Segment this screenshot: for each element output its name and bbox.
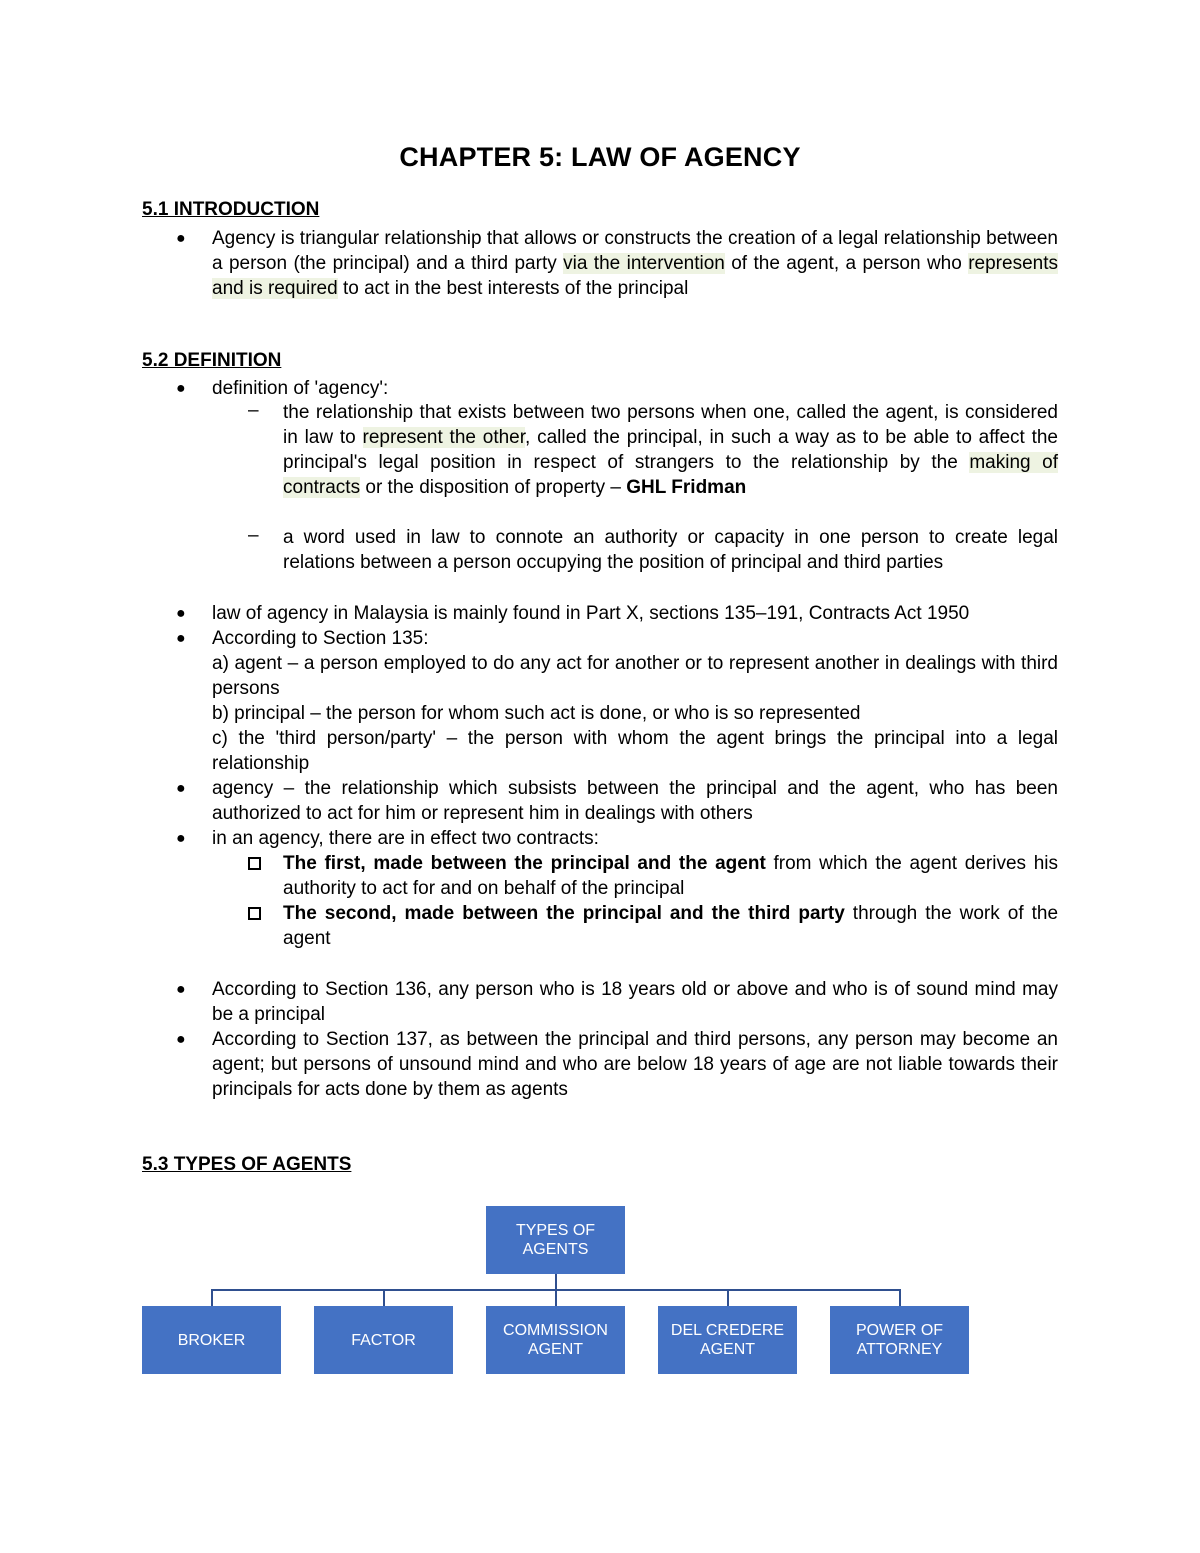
definition-authority: a word used in law to connote an authority or capacity in one person to create legal relations between a person occupying the position of principal and third parties <box>283 527 1058 573</box>
highlight: making of contracts <box>283 452 1059 498</box>
diagram-node-factor: FACTOR <box>314 1306 453 1374</box>
bullet-icon: ● <box>176 605 186 622</box>
diagram-node-del-credere-agent: DEL CREDERE AGENT <box>658 1306 797 1374</box>
page-title: CHAPTER 5: LAW OF AGENCY <box>399 142 801 172</box>
first-contract: The first, made between the principal and the agent from which the agent derives his authority to act for and on behalf of the principal <box>283 853 1059 899</box>
diagram-root-node: TYPES OF AGENTS <box>486 1206 625 1274</box>
section-136: According to Section 136, any person who is 18 years old or above and who is of sound mind may be a principal <box>212 979 1058 1025</box>
definition-intro: definition of 'agency': <box>212 378 389 399</box>
dash-icon: – <box>248 400 259 421</box>
connector-line <box>211 1289 213 1306</box>
dash-icon: – <box>248 525 259 546</box>
section-heading-types: 5.3 TYPES OF AGENTS <box>142 1154 352 1175</box>
connector-line <box>555 1274 557 1290</box>
bullet-icon: ● <box>176 981 186 998</box>
connector-line <box>727 1289 729 1306</box>
agency-relationship: agency – the relationship which subsists between the principal and the agent, who has been authorized to act for him or represent him in dealings with others <box>212 778 1058 824</box>
two-contracts: in an agency, there are in effect two contracts: <box>212 828 599 849</box>
connector-line <box>555 1289 557 1306</box>
second-contract: The second, made between the principal and the third party through the work of the agent <box>283 903 1059 949</box>
connector-line <box>383 1289 385 1306</box>
section-heading-introduction: 5.1 INTRODUCTION <box>142 199 320 220</box>
intro-paragraph: Agency is triangular relationship that allows or constructs the creation of a legal relationship between a person (the principal) and a third party via the intervention of the agent, a person who represents and is required to act in the best interests of the principal <box>212 228 1058 299</box>
section-135-agent: a) agent – a person employed to do any act for another or to represent another in dealings with third persons <box>212 653 1058 699</box>
definition-fridman: the relationship that exists between two persons when one, called the agent, is considered in law to represent the other, called the principal, in such a way as to be able to affect the principal's legal position in respect of strangers to the relationship by the making of contracts or the disposition of property – GHL Fridman <box>283 402 1059 498</box>
highlight: represent the other <box>362 427 526 448</box>
bullet-icon: ● <box>176 830 186 847</box>
bullet-icon: ● <box>176 630 186 647</box>
diagram-node-commission-agent: COMMISSION AGENT <box>486 1306 625 1374</box>
highlight: via the intervention <box>563 253 725 274</box>
section-135-intro: According to Section 135: <box>212 628 429 649</box>
section-137: According to Section 137, as between the principal and third persons, any person may become an agent; but persons of unsound mind and who are below 18 years of age are not liable towards their principals for acts done by them as agents <box>212 1029 1058 1100</box>
bullet-icon: ● <box>176 230 186 247</box>
law-location: law of agency in Malaysia is mainly found in Part X, sections 135–191, Contracts Act 1950 <box>212 603 970 624</box>
highlight: represents and is required <box>212 253 1058 299</box>
section-heading-definition: 5.2 DEFINITION <box>142 350 282 371</box>
bullet-icon: ● <box>176 780 186 797</box>
section-135-third-party: c) the 'third person/party' – the person with whom the agent brings the principal into a legal relationship <box>212 728 1058 774</box>
bullet-icon: ● <box>176 380 186 397</box>
checkbox-square-icon <box>248 857 261 870</box>
checkbox-square-icon <box>248 907 261 920</box>
bullet-icon: ● <box>176 1031 186 1048</box>
connector-line <box>899 1289 901 1306</box>
diagram-node-broker: BROKER <box>142 1306 281 1374</box>
diagram-node-power-of-attorney: POWER OF ATTORNEY <box>830 1306 969 1374</box>
section-135-principal: b) principal – the person for whom such act is done, or who is so represented <box>212 703 861 724</box>
